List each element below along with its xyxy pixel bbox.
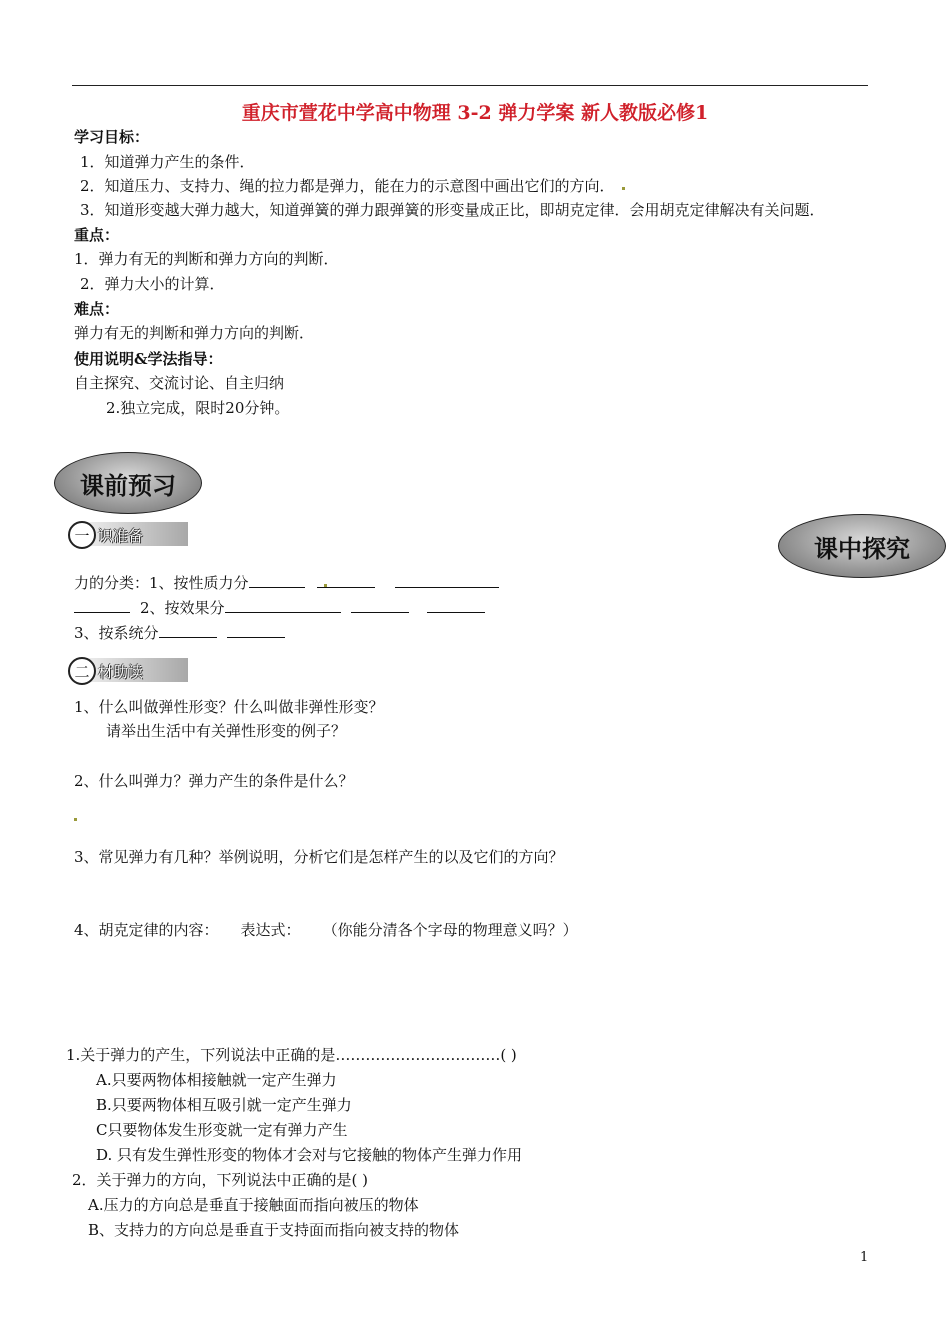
blank[interactable] — [249, 573, 305, 588]
badge-label: 材助读 — [98, 663, 144, 681]
stray-dot — [622, 187, 625, 190]
explore-label: 课中探究 — [814, 534, 910, 563]
blank[interactable] — [74, 598, 130, 613]
classification-line-3 — [74, 622, 285, 643]
goal-item-1: 1．知道弹力产生的条件． — [80, 153, 255, 171]
explore-oval — [778, 514, 946, 578]
key-point-2: 2．弹力大小的计算． — [80, 275, 225, 293]
usage-line-2: 2.独立完成，限时20分钟。 — [106, 399, 290, 417]
exercise-1-option-b: B.只要两物体相互吸引就一定产生弹力 — [96, 1096, 352, 1114]
preview-oval — [54, 452, 202, 514]
badge-number: 一 — [68, 521, 96, 549]
section-badge-2 — [68, 658, 188, 684]
preview-label: 课前预习 — [80, 471, 176, 500]
page-title: 重庆市萱花中学高中物理 3-2 弹力学案 新人教版必修1 — [241, 102, 709, 124]
question-1-sub: 请举出生活中有关弹性形变的例子？ — [106, 722, 347, 740]
blank[interactable] — [225, 598, 341, 613]
question-4-note: （你能分清各个字母的物理意义吗？） — [322, 921, 578, 939]
classification-line-2 — [74, 597, 485, 618]
classification-line-1-text: 力的分类：1、按性质力分 — [74, 574, 249, 592]
blank[interactable] — [395, 573, 499, 588]
blank[interactable] — [227, 623, 285, 638]
section-badge-1 — [68, 522, 188, 548]
exercise-1-option-c: C只要物体发生形变就一定有弹力产生 — [96, 1121, 348, 1139]
exercise-2-option-b: B、支持力的方向总是垂直于支持面而指向被支持的物体 — [88, 1221, 460, 1239]
usage-line-1: 自主探究、交流讨论、自主归纳 — [74, 374, 285, 392]
classification-line-2-text: 2、按效果分 — [140, 599, 225, 617]
question-1: 1、什么叫做弹性形变？什么叫做非弹性形变？ — [74, 698, 384, 716]
page-number: 1 — [860, 1250, 869, 1265]
badge-number: 二 — [68, 657, 96, 685]
exercise-2-stem: 2．关于弹力的方向，下列说法中正确的是( ) — [72, 1171, 369, 1189]
difficult-heading: 难点： — [74, 300, 120, 318]
blank[interactable] — [427, 598, 485, 613]
question-3: 3、常见弹力有几种？举例说明，分析它们是怎样产生的以及它们的方向？ — [74, 848, 564, 866]
question-4 — [74, 919, 578, 940]
difficult-text: 弹力有无的判断和弹力方向的判断． — [74, 324, 315, 342]
badge-label: 识准备 — [98, 527, 144, 545]
header-rule — [72, 85, 868, 86]
stray-dot — [74, 818, 77, 821]
exercise-1-option-d: D. 只有发生弹性形变的物体才会对与它接触的物体产生弹力作用 — [96, 1146, 523, 1164]
usage-heading: 使用说明&学法指导： — [74, 350, 223, 368]
goals-heading: 学习目标： — [74, 128, 150, 146]
question-2: 2、什么叫弹力？弹力产生的条件是什么？ — [74, 772, 354, 790]
exercise-1-option-a: A.只要两物体相接触就一定产生弹力 — [96, 1071, 337, 1089]
key-point-1: 1．弹力有无的判断和弹力方向的判断． — [74, 250, 339, 268]
classification-line-3-text: 3、按系统分 — [74, 624, 159, 642]
question-4-formula: 表达式： — [240, 921, 301, 939]
goal-item-3: 3．知道形变越大弹力越大，知道弹簧的弹力跟弹簧的形变量成正比，即胡克定律．会用胡克定律解决有关问题． — [80, 201, 825, 219]
exercise-2-option-a: A.压力的方向总是垂直于接触面而指向被压的物体 — [88, 1196, 419, 1214]
key-points-heading: 重点： — [74, 226, 120, 244]
exercise-1-stem: 1.关于弹力的产生，下列说法中正确的是……………………………( ) — [66, 1046, 517, 1064]
stray-dot — [324, 584, 327, 587]
blank[interactable] — [159, 623, 217, 638]
blank[interactable] — [351, 598, 409, 613]
goal-item-2: 2．知道压力、支持力、绳的拉力都是弹力，能在力的示意图中画出它们的方向． — [80, 177, 615, 195]
classification-line-1 — [74, 572, 499, 593]
question-4-content: 4、胡克定律的内容： — [74, 921, 219, 939]
